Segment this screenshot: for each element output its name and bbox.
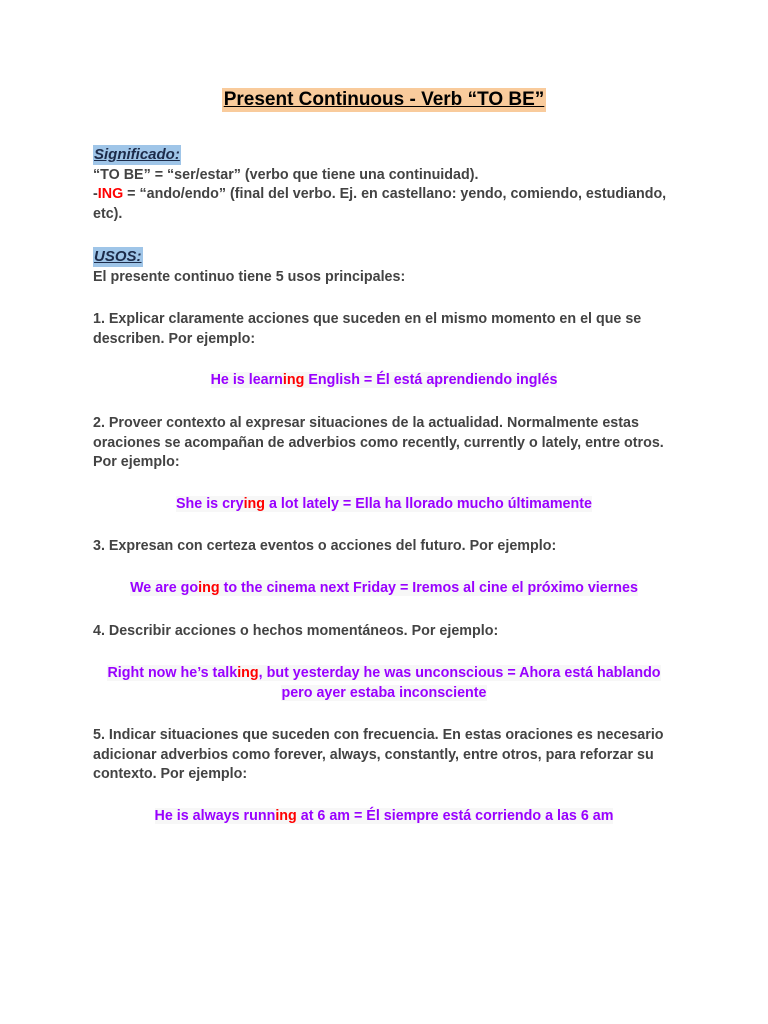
example-before: We are go: [130, 580, 199, 596]
example-before: He is learn: [210, 372, 283, 388]
use-4-example: [104, 664, 664, 703]
significado-heading: Significado:: [94, 146, 180, 163]
ing-rest: = “ando/endo” (final del verbo. Ej. en castellano: yendo, comiendo, estudiando, etc).: [93, 186, 667, 222]
usos-heading: USOS:: [94, 248, 142, 265]
significado-line2: [93, 185, 683, 224]
use-4-text: 4. Describir acciones o hechos momentáneos. Por ejemplo:: [93, 623, 499, 639]
use-2-text: 2. Proveer contexto al expresar situaciones de la actualidad. Normalmente estas oraciones se acompañan de adverbios como recently, currently o lately, entre otros. Por ejemplo:: [93, 415, 664, 470]
usos-section: [93, 247, 683, 287]
example-after: English = Él está aprendiendo inglés: [304, 372, 558, 388]
example-after: at 6 am = Él siempre está corriendo a las 6 am: [296, 808, 614, 824]
example-before: She is cry: [176, 496, 244, 512]
example-ing: ing: [237, 665, 259, 681]
significado-section: [93, 145, 683, 224]
use-1-example: [60, 371, 708, 391]
use-3-text: 3. Expresan con certeza eventos o acciones del futuro. Por ejemplo:: [93, 538, 557, 554]
significado-line1: “TO BE” = “ser/estar” (verbo que tiene una continuidad).: [93, 166, 479, 183]
example-ing: ing: [275, 808, 297, 824]
example-ing: ing: [198, 580, 220, 596]
example-after: , but yesterday he was unconscious = Ahora está hablando pero ayer estaba inconsciente: [258, 665, 661, 701]
use-5-example: [60, 807, 708, 827]
ing-prefix: -: [93, 186, 98, 202]
page-title: Present Continuous - Verb “TO BE”: [223, 89, 545, 110]
example-after: to the cinema next Friday = Iremos al cine el próximo viernes: [219, 580, 638, 596]
example-before: Right now he’s talk: [107, 665, 238, 681]
example-after: a lot lately = Ella ha llorado mucho últimamente: [265, 496, 592, 512]
example-ing: ing: [282, 372, 305, 388]
usos-intro: El presente continuo tiene 5 usos principales:: [93, 268, 406, 285]
title-wrap: [0, 88, 768, 112]
example-before: He is always runn: [154, 808, 276, 824]
use-2-example: [60, 495, 708, 515]
example-ing: ing: [243, 496, 266, 512]
use-5-text: 5. Indicar situaciones que suceden con frecuencia. En estas oraciones es necesario adicionar adverbios como forever, always, constantly, entre otros, para reforzar su contexto. Por ejemplo:: [93, 727, 664, 782]
use-1-text: 1. Explicar claramente acciones que suceden en el mismo momento en el que se describen. Por ejemplo:: [93, 311, 642, 347]
ing-word: ING: [97, 186, 124, 202]
use-3-example: [60, 579, 708, 599]
